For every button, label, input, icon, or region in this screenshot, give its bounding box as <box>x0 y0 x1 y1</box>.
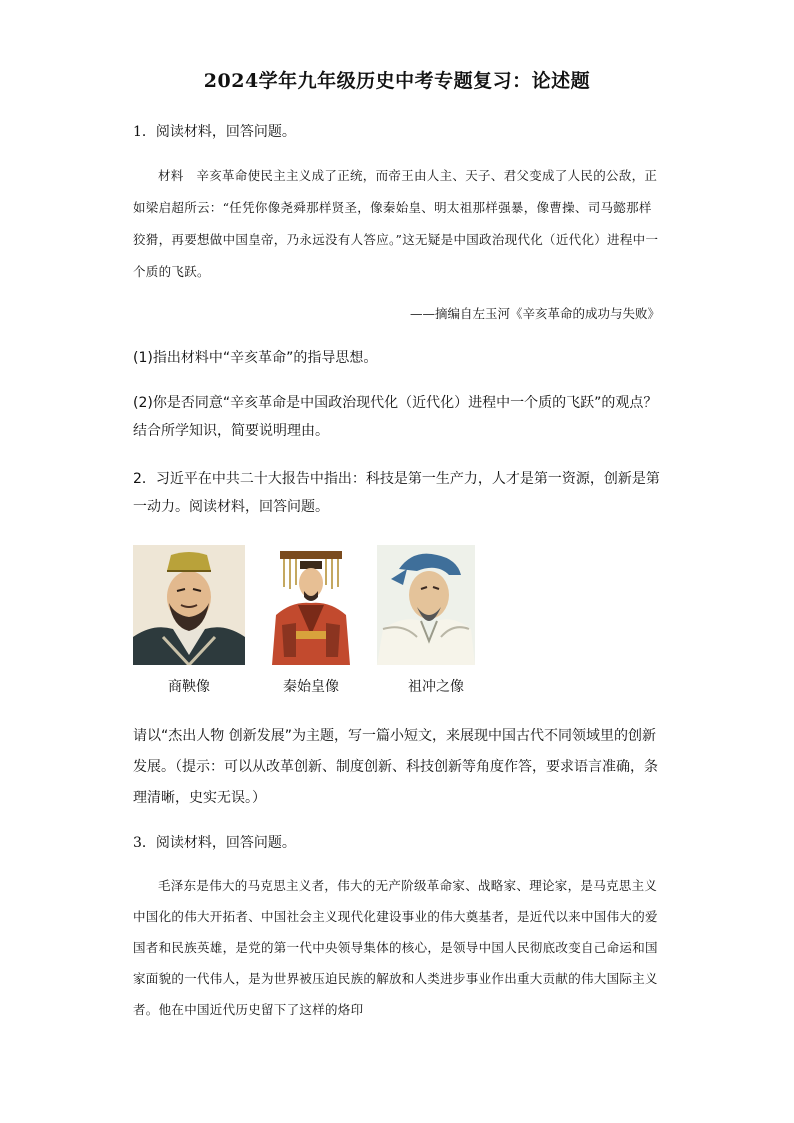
caption-zu-chongzhi: 祖冲之像 <box>408 679 464 695</box>
caption-shang-yang: 商鞅像 <box>168 679 210 695</box>
zu-chongzhi-portrait <box>377 545 475 665</box>
question-1-sub-2: (2)你是否同意“辛亥革命是中国政治现代化（近代化）进程中一个质的飞跃”的观点？结合所学知识，简要说明理由。 <box>133 395 658 439</box>
question-1-stem: 1．阅读材料，回答问题。 <box>133 124 296 140</box>
page-title: 2024学年九年级历史中考专题复习：论述题 <box>203 70 591 92</box>
shang-yang-portrait <box>133 545 245 665</box>
qin-shi-huang-portrait <box>262 545 360 665</box>
question-2-prompt: 请以“杰出人物 创新发展”为主题，写一篇小短文，来展现中国古代不同领域里的创新发展。（提示：可以从改革创新、制度创新、科技创新等角度作答，要求语言准确，条理清晰，史实无误。） <box>133 728 658 806</box>
question-3-material: 毛泽东是伟大的马克思主义者，伟大的无产阶级革命家、战略家、理论家，是马克思主义中国化的伟大开拓者、中国社会主义现代化建设事业的伟大奠基者，是近代以来中国伟大的爱国者和民族英雄，是党的第一代中央领导集体的核心，是领导中国人民彻底改变自己命运和国家面貌的一代伟人，是为世界被压迫民族的解放和人类进步事业作出重大贡献的伟大国际主义者。他在中国近代历史留下了这样的烙印 <box>133 878 658 1017</box>
question-2-stem: 2．习近平在中共二十大报告中指出：科技是第一生产力，人才是第一资源，创新是第一动力。阅读材料，回答问题。 <box>133 471 660 515</box>
question-3-stem: 3．阅读材料，回答问题。 <box>133 835 296 851</box>
question-1-material: 材料 辛亥革命使民主主义成了正统，而帝王由人主、天子、君父变成了人民的公敌，正如梁启超所云：“任凭你像尧舜那样贤圣，像秦始皇、明太祖那样强暴，像曹操、司马懿那样狡猾，再要想做中国皇帝，乃永远没有人答应。”这无疑是中国政治现代化（近代化）进程中一个质的飞跃。 <box>133 168 659 279</box>
caption-qin-shi-huang: 秦始皇像 <box>283 679 339 695</box>
material-source: ——摘编自左玉河《辛亥革命的成功与失败》 <box>409 306 660 321</box>
question-1-sub-1: (1)指出材料中“辛亥革命”的指导思想。 <box>133 350 378 366</box>
